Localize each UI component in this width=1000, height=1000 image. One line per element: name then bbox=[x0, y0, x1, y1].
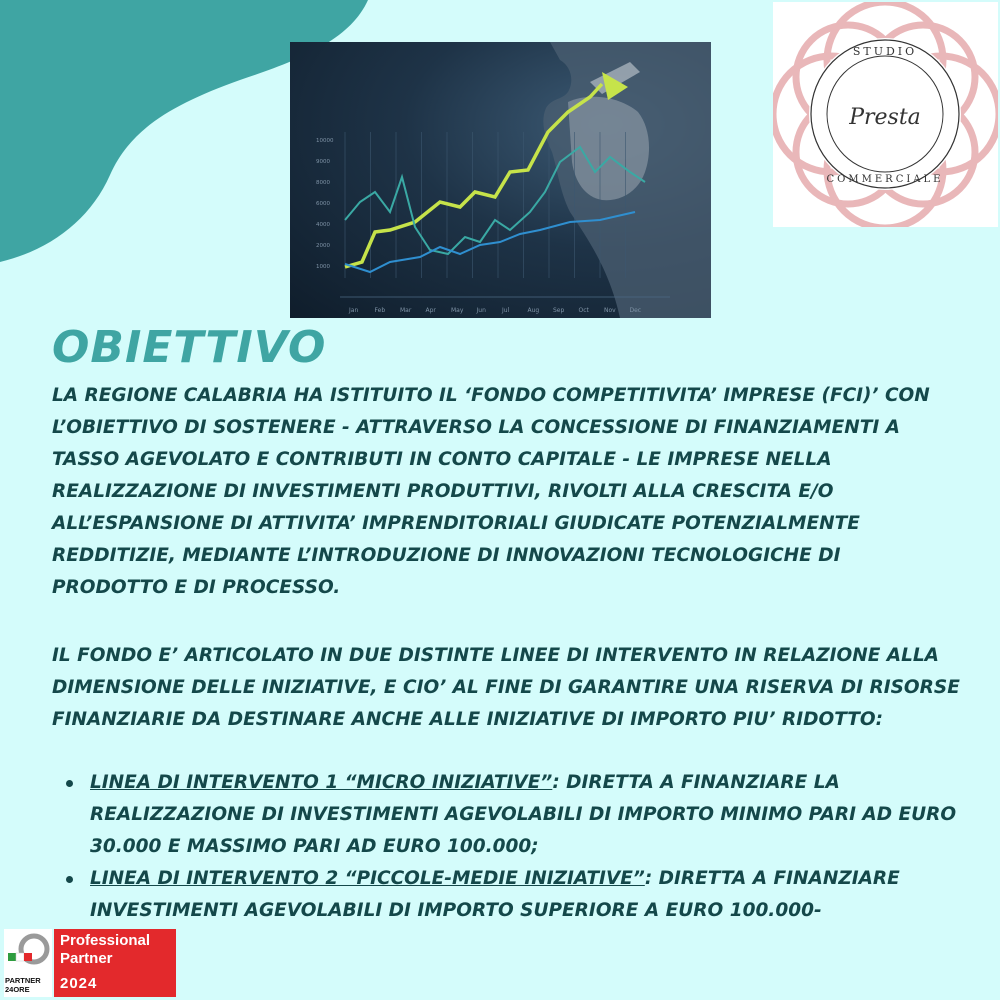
intervention-lines-list bbox=[52, 767, 956, 927]
chart-y-label: 2000 bbox=[316, 243, 330, 249]
professional-partner-badge bbox=[4, 929, 174, 997]
logo-top-text: STUDIO bbox=[852, 45, 918, 58]
text-line: IL FONDO E’ ARTICOLATO IN DUE DISTINTE LINEE DI INTERVENTO IN RELAZIONE ALLA bbox=[52, 645, 939, 666]
text-line: PRODOTTO E DI PROCESSO. bbox=[52, 577, 341, 598]
bullet-icon bbox=[66, 876, 73, 883]
text-line: LA REGIONE CALABRIA HA ISTITUITO IL ‘FONDO COMPETITIVITA’ IMPRESE (FCI)’ CON bbox=[52, 385, 930, 406]
bullet-text: 30.000 E MASSIMO PARI AD EURO 100.000; bbox=[90, 836, 539, 857]
chart-month-label: Jan bbox=[349, 307, 359, 314]
bullet-title: LINEA DI INTERVENTO 1 “MICRO INIZIATIVE” bbox=[90, 772, 553, 793]
text-line: FINANZIARIE DA DESTINARE ANCHE ALLE INIZIATIVE DI IMPORTO PIU’ RIDOTTO: bbox=[52, 709, 883, 730]
list-item bbox=[52, 767, 956, 863]
list-item bbox=[52, 863, 956, 927]
chart-month-label: Nov bbox=[604, 307, 616, 314]
chart-month-label: Aug bbox=[527, 307, 540, 314]
badge-year: 2024 bbox=[60, 975, 98, 992]
chart-y-label: 8000 bbox=[316, 180, 330, 186]
partner-label: PARTNER 24ORE bbox=[5, 976, 41, 994]
hero-image bbox=[290, 42, 711, 318]
paragraph-objective bbox=[52, 380, 930, 604]
text-line: ALL’ESPANSIONE DI ATTIVITA’ IMPRENDITORIALI GIUDICATE POTENZIALMENTE bbox=[52, 513, 860, 534]
badge-red-panel bbox=[54, 929, 176, 997]
chart-month-label: Jun bbox=[476, 307, 486, 314]
chart-month-label: Jul bbox=[502, 307, 510, 314]
stock-chart-hand-icon bbox=[290, 42, 711, 318]
bullet-text: : DIRETTA A FINANZIARE LA bbox=[552, 772, 840, 793]
partner-24ore-mark bbox=[4, 929, 52, 997]
badge-line1: Professional bbox=[60, 932, 151, 949]
paragraph-fund-lines bbox=[52, 640, 960, 736]
chart-month-label: Apr bbox=[425, 307, 436, 314]
bullet-text: : DIRETTA A FINANZIARE bbox=[644, 868, 900, 889]
chart-y-label: 1000 bbox=[316, 264, 330, 270]
chart-month-label: Dec bbox=[629, 307, 642, 314]
chart-y-label: 10000 bbox=[316, 138, 334, 144]
logo-name: Presta bbox=[849, 105, 921, 130]
chart-y-label: 4000 bbox=[316, 222, 330, 228]
bullet-icon bbox=[66, 780, 73, 787]
chart-y-label: 6000 bbox=[316, 201, 330, 207]
page-title: OBIETTIVO bbox=[52, 322, 327, 373]
chart-month-label: Sep bbox=[553, 307, 565, 314]
chart-month-label: Mar bbox=[400, 307, 412, 314]
chart-month-label: Feb bbox=[374, 307, 386, 314]
chart-month-label: Oct bbox=[578, 307, 589, 314]
text-line: REALIZZAZIONE DI INVESTIMENTI PRODUTTIVI, RIVOLTI ALLA CRESCITA E/O bbox=[52, 481, 834, 502]
partner-logo-icon bbox=[4, 929, 52, 975]
text-line: REDDITIZIE, MEDIANTE L’INTRODUZIONE DI INNOVAZIONI TECNOLOGICHE DI bbox=[52, 545, 841, 566]
badge-line2: Partner bbox=[60, 950, 113, 967]
text-line: L’OBIETTIVO DI SOSTENERE - ATTRAVERSO LA CONCESSIONE DI FINANZIAMENTI A bbox=[52, 417, 900, 438]
logo-rings-icon bbox=[773, 2, 998, 227]
chart-month-label: May bbox=[451, 307, 464, 314]
bullet-title: LINEA DI INTERVENTO 2 “PICCOLE-MEDIE INIZIATIVE” bbox=[90, 868, 645, 889]
bullet-text: INVESTIMENTI AGEVOLABILI DI IMPORTO SUPERIORE A EURO 100.000- bbox=[90, 900, 822, 921]
bullet-text: REALIZZAZIONE DI INVESTIMENTI AGEVOLABILI DI IMPORTO MINIMO PARI AD EURO bbox=[90, 804, 957, 825]
text-line: TASSO AGEVOLATO E CONTRIBUTI IN CONTO CAPITALE - LE IMPRESE NELLA bbox=[52, 449, 832, 470]
logo-bottom-text: COMMERCIALE bbox=[826, 174, 944, 185]
chart-y-label: 9000 bbox=[316, 159, 330, 165]
studio-presta-logo bbox=[773, 2, 998, 227]
text-line: DIMENSIONE DELLE INIZIATIVE, E CIO’ AL FINE DI GARANTIRE UNA RISERVA DI RISORSE bbox=[52, 677, 960, 698]
